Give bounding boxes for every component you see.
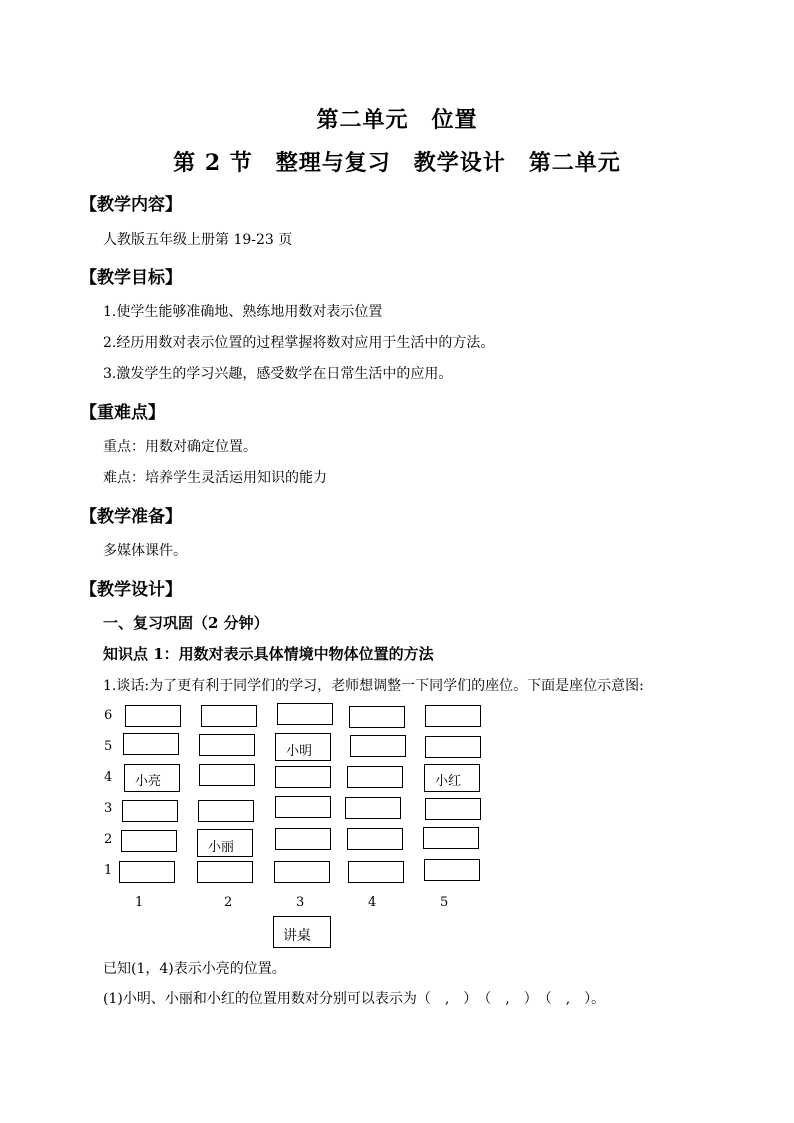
seat	[198, 800, 254, 822]
section-heading-design: 【教学设计】	[80, 580, 182, 600]
row-label: 3	[104, 801, 113, 816]
row-label: 2	[104, 832, 113, 847]
seat	[345, 797, 401, 819]
column-label: 2	[224, 895, 233, 910]
part-heading: 一、复习巩固（2 分钟）	[103, 614, 269, 632]
section-heading-goals: 【教学目标】	[80, 268, 182, 288]
seat-xiaoliang: 小亮	[124, 764, 180, 792]
seat	[197, 861, 253, 883]
seat	[423, 827, 479, 849]
seat	[199, 734, 255, 756]
seat	[425, 798, 481, 820]
seat	[348, 861, 404, 883]
prep-text: 多媒体课件。	[103, 543, 187, 559]
seat	[425, 736, 481, 758]
seat	[121, 830, 177, 852]
seat	[122, 800, 178, 822]
content-text: 人教版五年级上册第 19-23 页	[103, 232, 293, 248]
knowledge-point: 知识点 1：用数对表示具体情境中物体位置的方法	[103, 645, 434, 663]
column-label: 3	[296, 895, 305, 910]
seat	[123, 733, 179, 755]
question-text: (1)小明、小丽和小红的位置用数对分别可以表示为（ , ） （ , ） （ , ）。	[103, 991, 606, 1007]
seat	[275, 766, 331, 788]
seat	[275, 828, 331, 850]
seat-xiaoming: 小明	[275, 733, 331, 761]
goal-item: 3.激发学生的学习兴趣，感受数学在日常生活中的应用。	[103, 366, 453, 382]
seat	[125, 705, 181, 727]
section-heading-content: 【教学内容】	[80, 195, 182, 215]
seat	[119, 861, 175, 883]
column-label: 5	[440, 895, 449, 910]
seat	[277, 703, 333, 725]
column-label: 1	[135, 895, 144, 910]
podium: 讲桌	[273, 916, 331, 948]
goal-item: 1.使学生能够准确地、熟练地用数对表示位置	[103, 304, 383, 320]
section-heading-keypoints: 【重难点】	[80, 403, 165, 423]
row-label: 5	[104, 739, 113, 754]
page-title: 第二单元 位置	[316, 107, 478, 133]
seat	[350, 735, 406, 757]
seat	[275, 796, 331, 818]
keypoint-item: 难点：培养学生灵活运用知识的能力	[103, 470, 327, 486]
seat	[347, 828, 403, 850]
row-label: 1	[104, 863, 113, 878]
seat-xiaohong: 小红	[424, 764, 480, 792]
seat	[347, 766, 403, 788]
row-label: 6	[104, 708, 113, 723]
keypoint-item: 重点：用数对确定位置。	[103, 439, 257, 455]
page-subtitle: 第 2 节 整理与复习 教学设计 第二单元	[173, 150, 621, 176]
question-intro: 1.谈话:为了更有利于同学们的学习，老师想调整一下同学们的座位。下面是座位示意图:	[103, 678, 644, 694]
seat	[349, 706, 405, 728]
seat	[424, 859, 480, 881]
seat	[199, 764, 255, 786]
column-label: 4	[368, 895, 377, 910]
seat	[201, 705, 257, 727]
seat-xiaoli: 小丽	[197, 829, 253, 857]
known-text: 已知(1，4)表示小亮的位置。	[103, 961, 286, 977]
row-label: 4	[104, 770, 113, 785]
seat	[274, 861, 330, 883]
section-heading-prep: 【教学准备】	[80, 507, 182, 527]
seat	[425, 705, 481, 727]
goal-item: 2.经历用数对表示位置的过程掌握将数对应用于生活中的方法。	[103, 335, 495, 351]
